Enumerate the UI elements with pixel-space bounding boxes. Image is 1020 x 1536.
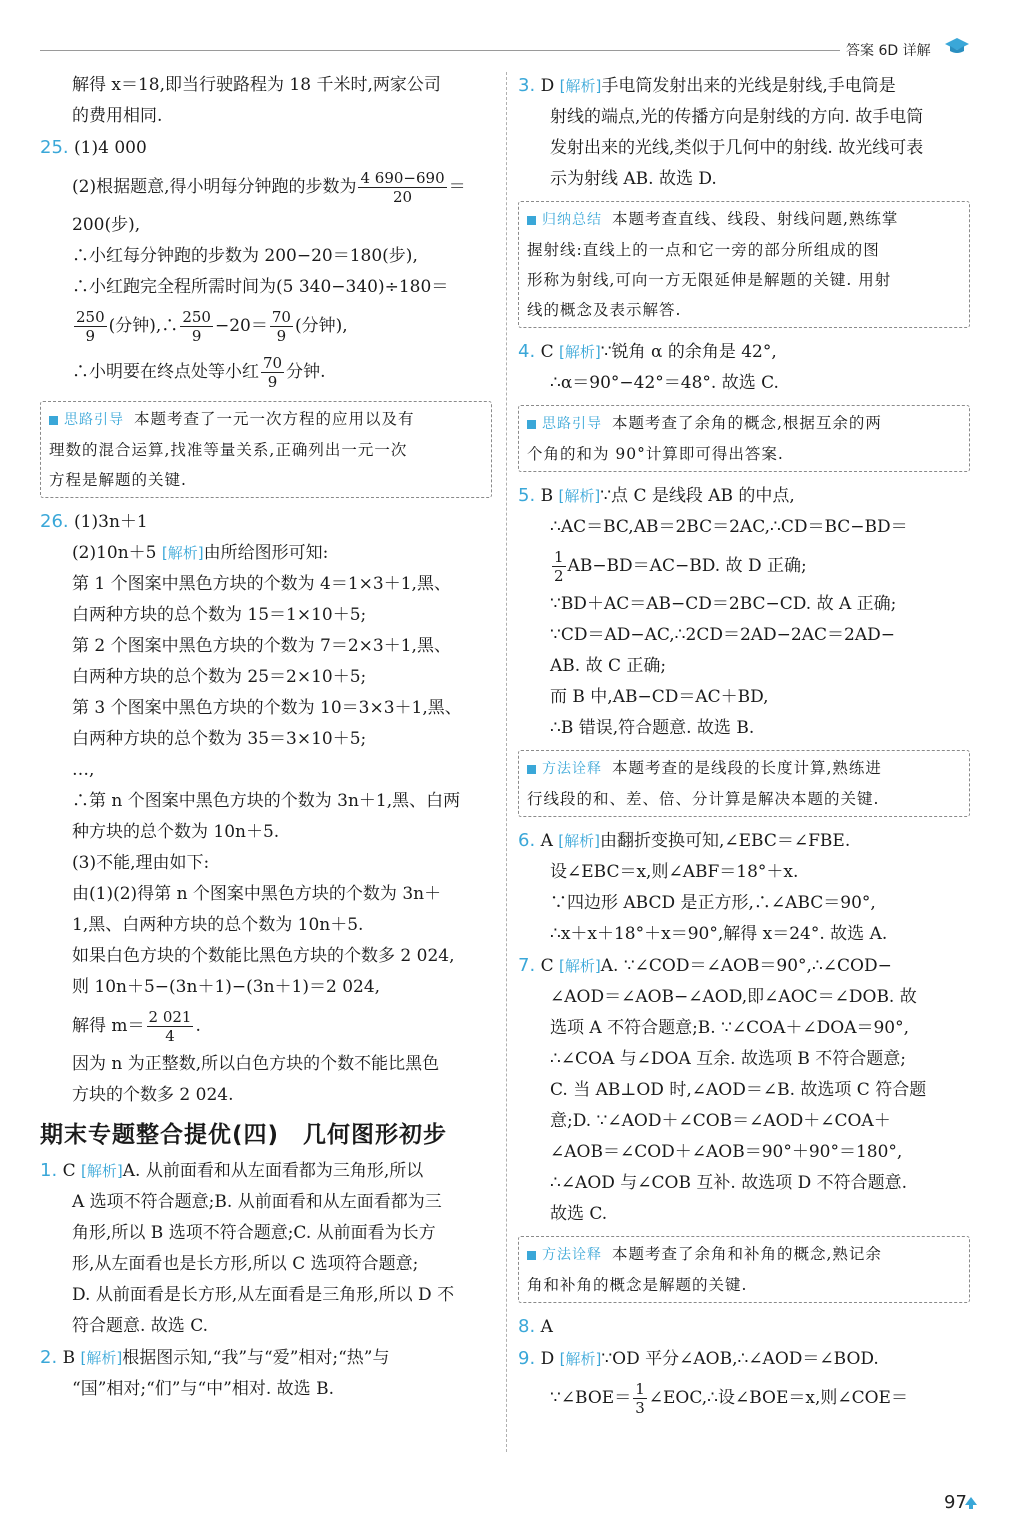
text-line: 白两种方块的总个数为 15＝1×10＋5;: [72, 605, 367, 625]
analysis-tag: [解析]: [80, 1349, 123, 1367]
question-3: [518, 70, 970, 102]
tip-label: 方法诠释: [542, 761, 602, 777]
text-line: ∴∠COA 与∠DOA 互余. 故选项 B 不符合题意;: [550, 1049, 907, 1069]
text-line: 发射出来的光线,类似于几何中的射线. 故光线可表: [550, 138, 924, 158]
text-line: ∴∠AOD 与∠COB 互补. 故选项 D 不符合题意.: [550, 1173, 908, 1193]
question-number: 26.: [40, 511, 69, 532]
question-9: [518, 1343, 970, 1375]
text-line: ∠AOD＝∠AOB−∠AOD,即∠AOC＝∠DOB. 故: [550, 987, 917, 1007]
text-line: (3)不能,理由如下:: [72, 853, 210, 873]
fraction: [633, 1380, 647, 1417]
fraction: [147, 1008, 194, 1045]
fraction-denominator: 4: [165, 1027, 175, 1045]
text-line: 符合题意. 故选 C.: [72, 1316, 209, 1336]
answer-letter: A: [540, 831, 553, 851]
fraction-numerator: 70: [271, 308, 291, 326]
text-line: ∴小红每分钟跑的步数为 200−20＝180(步),: [72, 246, 418, 266]
tip-line: [527, 204, 961, 235]
header-rule: [40, 50, 840, 51]
fraction-numerator: 1: [635, 1380, 645, 1398]
fraction-denominator: 9: [85, 327, 96, 345]
text-segment: ＝: [448, 177, 466, 197]
fraction: [74, 308, 107, 345]
answer-letter: C: [540, 956, 554, 976]
text-line: ∴B 错误,符合题意. 故选 B.: [550, 718, 755, 738]
tip-line: [527, 408, 961, 439]
tip-text: 角和补角的概念是解题的关键.: [527, 1276, 748, 1294]
text-segment: 手电筒发射出来的光线是射线,手电筒是: [601, 76, 896, 96]
text-line: [40, 303, 492, 349]
text-line: ∴AC＝BC,AB＝2BC＝2AC,∴CD＝BC−BD＝: [550, 517, 908, 537]
square-bullet-icon: [527, 765, 536, 774]
column-divider: [506, 72, 507, 1452]
text-line: 第 3 个图案中黑色方块的个数为 10＝3×3＋1,黑、: [72, 698, 462, 718]
tip-text: 握射线:直线上的一点和它一旁的部分所组成的图: [527, 241, 880, 259]
fraction-denominator: 9: [276, 327, 287, 345]
fraction-numerator: 4 690−690: [360, 169, 445, 187]
tip-text: 本题考查直线、线段、射线问题,熟练掌: [612, 210, 899, 228]
analysis-tag: [解析]: [558, 487, 601, 505]
analysis-tag: [解析]: [559, 1350, 602, 1368]
text-line: 第 1 个图案中黑色方块的个数为 4＝1×3＋1,黑、: [72, 574, 451, 594]
text-line: ∴小红跑完全程所需时间为(5 340−340)÷180＝: [72, 277, 449, 297]
text-line: ∵CD＝AD−AC,∴2CD＝2AD−2AC＝2AD−: [550, 625, 895, 645]
text-segment: (2)10n＋5: [72, 543, 157, 563]
tip-line: [527, 753, 961, 784]
tip-text: 本题考查了余角和补角的概念,熟记余: [612, 1245, 882, 1263]
text-line: ∠AOB＝∠COD＋∠AOB＝90°＋90°＝180°,: [550, 1142, 903, 1162]
tip-text: 方程是解题的关键.: [49, 471, 187, 489]
text-line: 故选 C.: [550, 1204, 608, 1224]
analysis-tag: [解析]: [559, 77, 602, 95]
question-number: 2.: [40, 1347, 58, 1368]
question-number: 4.: [518, 341, 536, 362]
question-7: [518, 950, 970, 982]
text-line: 方块的个数多 2 024.: [72, 1085, 234, 1105]
text-line: 射线的端点,光的传播方向是射线的方向. 故手电筒: [550, 107, 924, 127]
text-segment: ∵点 C 是线段 AB 的中点,: [600, 486, 795, 506]
text-line: 白两种方块的总个数为 25＝2×10＋5;: [72, 667, 367, 687]
fraction-numerator: 1: [554, 548, 564, 566]
text-segment: 根据图示知,“我”与“爱”相对;“热”与: [122, 1348, 390, 1368]
square-bullet-icon: [527, 216, 536, 225]
answer-letter: C: [540, 342, 554, 362]
tip-text: 本题考查了一元一次方程的应用以及有: [134, 410, 415, 428]
text-segment: (2)根据题意,得小明每分钟跑的步数为: [72, 177, 357, 197]
text-segment: ∴小明要在终点处等小红: [72, 362, 259, 382]
analysis-tag: [解析]: [558, 832, 600, 850]
text-line: 200(步),: [72, 215, 141, 235]
fraction-numerator: 250: [182, 308, 211, 326]
fraction: [270, 308, 293, 345]
text-line: C. 当 AB⊥OD 时,∠AOD＝∠B. 故选项 C 符合题: [550, 1080, 927, 1100]
answer-letter: C: [62, 1161, 76, 1181]
text-line: 由(1)(2)得第 n 个图案中黑色方块的个数为 3n＋: [72, 884, 442, 904]
text-line: 种方块的总个数为 10n＋5.: [72, 822, 280, 842]
text-line: [40, 349, 492, 395]
text-segment: A. ∵∠COD＝∠AOB＝90°,∴∠COD−: [600, 956, 892, 976]
text-segment: (分钟),: [294, 316, 348, 336]
text-segment: ∵锐角 α 的余角是 42°,: [600, 342, 777, 362]
question-25: [40, 132, 492, 164]
page-arrow-icon: [964, 1496, 978, 1510]
fraction-denominator: 3: [635, 1399, 645, 1417]
fraction: [552, 548, 566, 585]
question-5: [518, 480, 970, 512]
text-segment: 由所给图形可知:: [203, 543, 329, 563]
text-segment: −20＝: [214, 316, 268, 336]
square-bullet-icon: [527, 420, 536, 429]
tip-text: 行线段的和、差、倍、分计算是解决本题的关键.: [527, 790, 880, 808]
fraction: [261, 354, 284, 391]
fraction-denominator: 9: [191, 327, 202, 345]
answer-letter: D: [540, 1349, 555, 1369]
tip-box-summary: [518, 201, 970, 328]
tip-label: 思路引导: [542, 416, 602, 432]
tip-box-thinking: [40, 401, 492, 498]
text-segment: 解得 m＝: [72, 1016, 145, 1036]
text-segment: 分钟.: [286, 362, 326, 382]
text-line: 形,从左面看也是长方形,所以 C 选项符合题意;: [72, 1254, 419, 1274]
text-segment: AB−BD＝AC−BD. 故 D 正确;: [567, 556, 807, 576]
tip-label: 方法诠释: [542, 1247, 602, 1263]
square-bullet-icon: [49, 416, 58, 425]
section-title: 期末专题整合提优(四) 几何图形初步: [40, 1122, 448, 1148]
fraction: [358, 169, 446, 206]
question-number: 3.: [518, 75, 536, 96]
fraction-denominator: 9: [267, 373, 278, 391]
analysis-tag: [解析]: [161, 544, 204, 562]
tip-line: [527, 1239, 961, 1270]
fraction-denominator: 2: [554, 567, 564, 585]
question-number: 8.: [518, 1316, 536, 1337]
text-line: 因为 n 为正整数,所以白色方块的个数不能比黑色: [72, 1054, 440, 1074]
text-line: D. 从前面看是长方形,从左面看是三角形,所以 D 不: [72, 1285, 455, 1305]
text-line: 解得 x＝18,即当行驶路程为 18 千米时,两家公司: [72, 75, 441, 95]
question-8: [518, 1311, 970, 1343]
text-line: ∵四边形 ABCD 是正方形,∴∠ABC＝90°,: [550, 893, 876, 913]
question-number: 1.: [40, 1160, 58, 1181]
text-line: A 选项不符合题意;B. 从前面看和从左面看都为三: [72, 1192, 442, 1212]
text-line: [518, 1375, 970, 1421]
text-segment: ∵OD 平分∠AOB,∴∠AOD＝∠BOD.: [601, 1349, 879, 1369]
text-segment: A. 从前面看和从左面看都为三角形,所以: [122, 1161, 424, 1181]
text-line: [40, 1003, 492, 1049]
question-4: [518, 336, 970, 368]
question-1: [40, 1155, 492, 1187]
tip-line: [49, 404, 483, 435]
text-line: ∵BD＋AC＝AB−CD＝2BC−CD. 故 A 正确;: [550, 594, 897, 614]
text-line: 角形,所以 B 选项不符合题意;C. 从前面看为长方: [72, 1223, 436, 1243]
analysis-tag: [解析]: [559, 343, 601, 361]
text-segment: .: [195, 1016, 201, 1036]
text-line: AB. 故 C 正确;: [550, 656, 667, 676]
question-number: 7.: [518, 955, 536, 976]
text-line: 1,黑、白两种方块的总个数为 10n＋5.: [72, 915, 364, 935]
tip-text: 理数的混合运算,找准等量关系,正确列出一元一次: [49, 441, 408, 459]
text-segment: 由翻折变换可知,∠EBC＝∠FBE.: [600, 831, 851, 851]
text-line: 如果白色方块的个数能比黑色方块的个数多 2 024,: [72, 946, 455, 966]
question-number: 9.: [518, 1348, 536, 1369]
text-line: 而 B 中,AB−CD＝AC＋BD,: [550, 687, 769, 707]
text-line: ∴第 n 个图案中黑色方块的个数为 3n＋1,黑、白两: [72, 791, 461, 811]
text-line: 的费用相同.: [72, 106, 163, 126]
tip-label: 归纳总结: [542, 212, 602, 228]
text-line: [40, 538, 492, 569]
text-segment: ∵∠BOE＝: [550, 1388, 632, 1408]
text-line: …,: [72, 760, 95, 780]
graduation-cap-icon: [944, 36, 970, 56]
question-26: [40, 506, 492, 538]
tip-text: 线的概念及表示解答.: [527, 301, 682, 319]
text-line: 白两种方块的总个数为 35＝3×10＋5;: [72, 729, 367, 749]
page-number: 97: [944, 1492, 967, 1513]
fraction-numerator: 70: [263, 354, 283, 372]
tip-text: 个角的和为 90°计算即可得出答案.: [527, 445, 784, 463]
square-bullet-icon: [527, 1251, 536, 1260]
right-column: [518, 70, 970, 1421]
answer-letter: B: [62, 1348, 76, 1368]
text-line: “国”相对;“们”与“中”相对. 故选 B.: [72, 1379, 334, 1399]
tip-text: 本题考查的是线段的长度计算,熟练进: [612, 759, 882, 777]
tip-box-thinking: [518, 405, 970, 472]
question-number: 6.: [518, 830, 536, 851]
text-line: [518, 543, 970, 589]
answer-letter: A: [540, 1317, 553, 1337]
text-line: 则 10n＋5−(3n＋1)−(3n＋1)＝2 024,: [72, 977, 381, 997]
analysis-tag: [解析]: [559, 957, 601, 975]
text-line: [40, 164, 492, 210]
text-line: ∴α＝90°−42°＝48°. 故选 C.: [550, 373, 779, 393]
text-line: 意;D. ∵∠AOD＋∠COB＝∠AOD＋∠COA＋: [550, 1111, 891, 1131]
text-line: 示为射线 AB. 故选 D.: [550, 169, 717, 189]
question-number: 5.: [518, 485, 536, 506]
text-line: 设∠EBC＝x,则∠ABF＝18°＋x.: [550, 862, 799, 882]
question-2: [40, 1342, 492, 1374]
answer-letter: B: [540, 486, 554, 506]
fraction-denominator: 20: [393, 188, 413, 206]
tip-box-method: [518, 1236, 970, 1303]
question-number: 25.: [40, 137, 69, 158]
tip-box-method: [518, 750, 970, 817]
text-line: 第 2 个图案中黑色方块的个数为 7＝2×3＋1,黑、: [72, 636, 451, 656]
analysis-tag: [解析]: [81, 1162, 123, 1180]
text-segment: (分钟),∴: [108, 316, 179, 336]
tip-text: 本题考查了余角的概念,根据互余的两: [612, 414, 882, 432]
header-label: 答案 6D 详解: [846, 43, 931, 59]
text-line: 选项 A 不符合题意;B. ∵∠COA＋∠DOA＝90°,: [550, 1018, 910, 1038]
fraction: [180, 308, 213, 345]
question-6: [518, 825, 970, 857]
text-segment: ∠EOC,∴设∠BOE＝x,则∠COE＝: [648, 1388, 908, 1408]
tip-text: 形称为射线,可向一方无限延伸是解题的关键. 用射: [527, 271, 892, 289]
left-column: [40, 70, 492, 1405]
text-line: (1)4 000: [74, 138, 147, 158]
fraction-numerator: 250: [76, 308, 105, 326]
answer-letter: D: [540, 76, 555, 96]
tip-label: 思路引导: [64, 412, 124, 428]
text-line: ∴x＋x＋18°＋x＝90°,解得 x＝24°. 故选 A.: [550, 924, 888, 944]
text-line: (1)3n＋1: [74, 512, 148, 532]
fraction-numerator: 2 021: [148, 1008, 192, 1026]
